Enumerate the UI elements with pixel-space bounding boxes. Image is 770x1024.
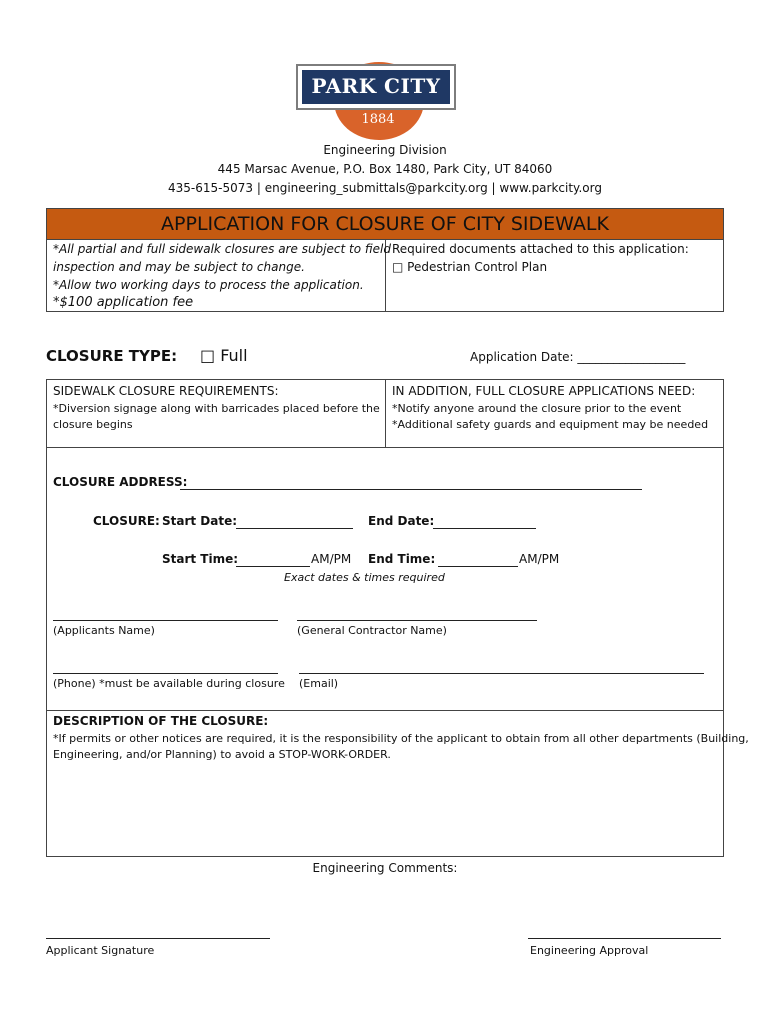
exact-dates-note: Exact dates & times required bbox=[284, 571, 445, 584]
division-address: 445 Marsac Avenue, P.O. Box 1480, Park City, UT 84060 bbox=[217, 162, 553, 176]
description-heading: DESCRIPTION OF THE CLOSURE: bbox=[53, 714, 269, 728]
contractor-name-label: (General Contractor Name) bbox=[297, 624, 447, 637]
logo-year: 1884 bbox=[361, 112, 395, 127]
start-time-field[interactable] bbox=[236, 566, 310, 567]
description-note-line-1: *If permits or other notices are required, it is the responsibility of the applicant to obtain from all other departments (Building, bbox=[53, 732, 749, 745]
description-note-line-2: Engineering, and/or Planning) to avoid a STOP-WORK-ORDER. bbox=[53, 748, 391, 761]
end-time-label: End Time: bbox=[368, 552, 436, 566]
engineering-approval-label: Engineering Approval bbox=[530, 944, 649, 957]
applicant-signature-line[interactable] bbox=[46, 938, 270, 939]
engineering-comments-label: Engineering Comments: bbox=[312, 861, 458, 875]
end-date-label: End Date: bbox=[368, 514, 435, 528]
email-label: (Email) bbox=[299, 677, 339, 690]
park-city-logo bbox=[296, 56, 460, 140]
requirement-line-1: *Diversion signage along with barricades placed before the bbox=[53, 402, 380, 415]
description-textarea[interactable] bbox=[53, 766, 717, 852]
application-date-field[interactable]: Application Date: __________________ bbox=[470, 350, 686, 364]
logo-name: PARK CITY bbox=[311, 74, 441, 98]
end-time-field[interactable] bbox=[438, 566, 518, 567]
closure-type-full-checkbox[interactable]: □ Full bbox=[200, 346, 248, 365]
applicant-name-field[interactable] bbox=[53, 620, 278, 621]
requirements-heading: SIDEWALK CLOSURE REQUIREMENTS: bbox=[53, 384, 279, 398]
full-closure-line-2: *Additional safety guards and equipment may be needed bbox=[392, 418, 709, 431]
closure-type-label: CLOSURE TYPE: bbox=[46, 347, 178, 365]
email-field[interactable] bbox=[299, 673, 704, 674]
full-closure-heading: IN ADDITION, FULL CLOSURE APPLICATIONS NEED: bbox=[392, 384, 696, 398]
logo-band bbox=[296, 64, 456, 110]
note-line-1: *All partial and full sidewalk closures are subject to field bbox=[53, 242, 391, 256]
contractor-name-field[interactable] bbox=[297, 620, 537, 621]
start-date-field[interactable] bbox=[236, 528, 353, 529]
note-line-3: *Allow two working days to process the application. bbox=[53, 278, 364, 292]
note-line-2: inspection and may be subject to change. bbox=[53, 260, 305, 274]
division-contact: 435-615-5073 | engineering_submittals@parkcity.org | www.parkcity.org bbox=[168, 181, 602, 195]
end-date-field[interactable] bbox=[433, 528, 536, 529]
note-line-4: *$100 application fee bbox=[53, 295, 194, 310]
phone-label: (Phone) *must be available during closure bbox=[53, 677, 285, 690]
start-date-label: Start Date: bbox=[162, 514, 238, 528]
applicant-signature-label: Applicant Signature bbox=[46, 944, 155, 957]
form-title-bar bbox=[46, 208, 724, 240]
closure-label: CLOSURE: bbox=[93, 514, 160, 528]
applicant-name-label: (Applicants Name) bbox=[53, 624, 155, 637]
closure-address-label: CLOSURE ADDRESS: bbox=[53, 475, 188, 489]
end-time-ampm: AM/PM bbox=[519, 552, 560, 566]
form-title: APPLICATION FOR CLOSURE OF CITY SIDEWALK bbox=[161, 213, 609, 235]
phone-field[interactable] bbox=[53, 673, 278, 674]
closure-address-field[interactable] bbox=[180, 489, 642, 490]
required-docs-heading: Required documents attached to this application: bbox=[392, 242, 689, 256]
requirement-line-2: closure begins bbox=[53, 418, 133, 431]
start-time-label: Start Time: bbox=[162, 552, 239, 566]
pedestrian-control-plan-checkbox[interactable]: □ Pedestrian Control Plan bbox=[392, 260, 548, 274]
start-time-ampm: AM/PM bbox=[311, 552, 352, 566]
division-name: Engineering Division bbox=[323, 143, 447, 157]
engineering-approval-line bbox=[528, 938, 721, 939]
full-closure-line-1: *Notify anyone around the closure prior to the event bbox=[392, 402, 682, 415]
